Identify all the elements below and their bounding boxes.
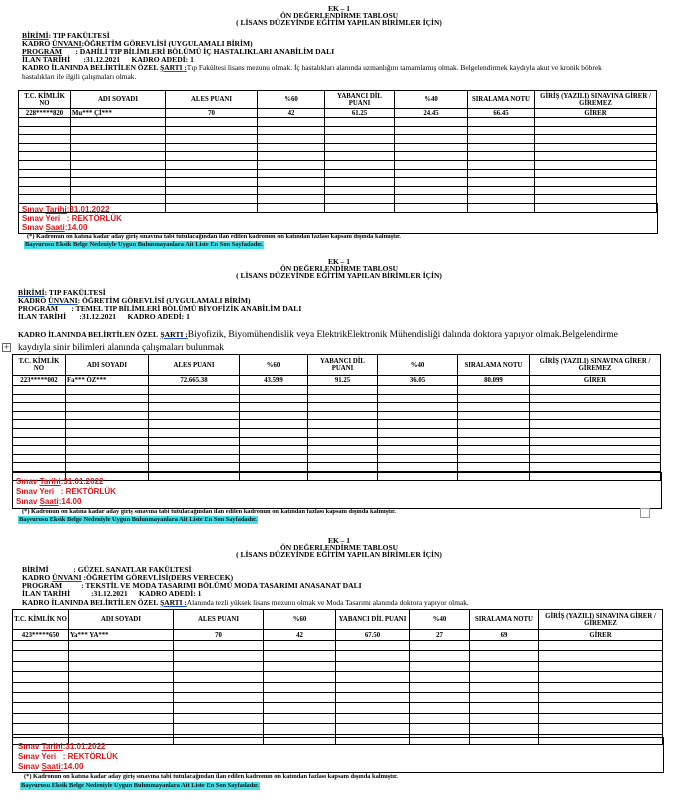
exam-time xyxy=(22,223,87,233)
cell: Ya*** YA*** xyxy=(69,630,174,641)
cell: 228*****820 xyxy=(19,109,71,118)
table-subtitle: ( LİSANS DÜZEYİNDE EĞİTİM YAPILAN BİRİMLER İÇİN) xyxy=(236,550,442,559)
empty-row xyxy=(13,672,663,682)
exam-time-value: :14.00 xyxy=(60,762,84,771)
exam-place-label: Sınav Yeri xyxy=(18,752,57,761)
col-header: T.C. KİMLİK NO xyxy=(13,355,66,376)
birimi-label: BİRİMİ xyxy=(22,565,49,574)
cell: 223*****002 xyxy=(13,376,66,386)
col-header: ALES PUANI xyxy=(174,610,264,630)
table-row xyxy=(13,630,663,641)
col-header: T.C. KİMLİK NO xyxy=(19,91,71,109)
empty-row xyxy=(13,411,661,420)
col-header: ALES PUANI xyxy=(149,355,240,376)
table-subtitle: ( LİSANS DÜZEYİNDE EĞİTİM YAPILAN BİRİMLER İÇİN) xyxy=(236,271,442,280)
program-label: PROGRAM xyxy=(22,581,63,590)
cell: 80.099 xyxy=(458,376,530,386)
table-header-row xyxy=(13,610,663,630)
cell: 72.665.38 xyxy=(149,376,240,386)
ilan-label: İLAN TARİHİ xyxy=(18,312,67,321)
ozel-sart-sarti: ŞARTI : xyxy=(160,330,188,339)
ozel-sart-sarti: ŞARTI : xyxy=(160,598,187,607)
cell: 27 xyxy=(410,630,470,641)
exam-time-label-u: Saati xyxy=(41,762,61,771)
empty-row xyxy=(19,143,657,152)
cell: 70 xyxy=(166,109,258,118)
exam-place-value: : REKTÖRLÜK xyxy=(62,752,118,761)
missing-docs-notice: Başvurusu Eksik Belge Nedeniyle Uygun Bulunmayanlara Ait Liste En Son Sayfadadır. xyxy=(21,782,259,789)
table-header-row xyxy=(13,355,661,376)
kadro-unvani: ÜNVANI xyxy=(52,573,82,582)
table-header-row xyxy=(19,91,657,109)
program-value: : TEKSTİL VE MODA TASARIMI BÖLÜMÜ MODA TASARIMI ANASANAT DALI xyxy=(81,581,362,590)
ilan-value: :31.12.2021 xyxy=(79,312,117,321)
program-label: PROGRAM xyxy=(22,47,63,56)
cell: GİRER xyxy=(539,630,663,641)
col-header: SIRALAMA NOTU xyxy=(468,91,535,109)
ozel-sart xyxy=(18,328,618,355)
table-row xyxy=(13,376,661,386)
kadro-label: KADRO xyxy=(22,39,51,48)
table-subtitle: ( LİSANS DÜZEYİNDE EĞİTİM YAPILAN BİRİMLER İÇİN) xyxy=(236,18,442,27)
exam-time-label: Sınav xyxy=(22,223,44,232)
kadro-adedi: KADRO ADEDİ: 1 xyxy=(127,312,190,321)
col-header: %40 xyxy=(395,91,468,109)
birimi-value: : TIP FAKÜLTESİ xyxy=(48,31,110,40)
exam-date-label: Sınav xyxy=(16,477,38,486)
exam-place-label: Sınav Yeri xyxy=(16,487,55,496)
col-header: YABANCI DİL PUANI xyxy=(336,610,410,630)
cell: GİRER xyxy=(535,109,657,118)
empty-row xyxy=(13,454,661,463)
exam-date-label-u: Tarihi xyxy=(41,742,63,751)
ilan-value: :31.12.2021 xyxy=(83,55,121,64)
empty-row xyxy=(13,641,663,651)
exam-place-value: : REKTÖRLÜK xyxy=(60,487,116,496)
ozel-sart xyxy=(22,63,632,81)
exam-time-label: Sınav xyxy=(18,762,40,771)
ozel-sart-text: Biyofizik, Biyomühendislik veya ElektrikElektronik Mühendisliği dalında doktora yapıyor olmak.Belgelendirme kaydıyla sinir bilimleri alanında çalışmaları bulunmak xyxy=(18,330,618,353)
col-header: %60 xyxy=(240,355,308,376)
missing-docs-notice: Başvurusu Eksik Belge Nedeniyle Uygun Bulunmayanlara Ait Liste En Son Sayfadadır. xyxy=(25,241,263,248)
kadro-unvani: ÜNVANI xyxy=(52,39,82,48)
section-3 xyxy=(0,537,678,800)
empty-row xyxy=(13,420,661,429)
col-header: T.C. KİMLİK NO xyxy=(13,610,69,630)
capacity-note: (*) Kadronun on katına kadar aday giriş sınavına tabi tutulacağından ilan edilen kadronun on katından fazlası kapsam dışında kalmıştır. xyxy=(27,233,401,240)
empty-row xyxy=(13,428,661,437)
empty-row xyxy=(19,126,657,135)
missing-docs-notice: Başvurusu Eksik Belge Nedeniyle Uygun Bulunmayanlara Ait Liste En Son Sayfadadır. xyxy=(19,516,257,523)
empty-row xyxy=(13,403,661,412)
exam-place-label: Sınav Yeri xyxy=(22,214,61,223)
exam-place-value: : REKTÖRLÜK xyxy=(66,214,122,223)
empty-row xyxy=(13,703,663,713)
col-header: ALES PUANI xyxy=(166,91,258,109)
ilan-line xyxy=(18,312,190,321)
empty-row xyxy=(13,724,663,734)
exam-date-value: :31.01.2022 xyxy=(66,205,110,214)
col-header: SIRALAMA NOTU xyxy=(458,355,530,376)
ilan-value: :31.12.2021 xyxy=(90,589,128,598)
program-value: : DAHİLİ TIP BİLİMLERİ BÖLÜMÜ İÇ HASTALIKLARI ANABİLİM DALI xyxy=(75,47,335,56)
kadro-label: KADRO xyxy=(18,296,47,305)
evaluation-table xyxy=(12,609,663,745)
empty-row xyxy=(19,152,657,161)
program-value: : TEMEL TIP BİLİMLERİ BÖLÜMÜ BİYOFİZİK ANABİLİM DALI xyxy=(71,304,302,313)
birimi-label: BİRİMİ xyxy=(22,31,49,40)
col-header: %60 xyxy=(264,610,336,630)
col-header: %40 xyxy=(410,610,470,630)
cell: 24.45 xyxy=(395,109,468,118)
exam-time-value: :14.00 xyxy=(64,223,88,232)
col-header: %60 xyxy=(258,91,325,109)
exam-date xyxy=(18,742,105,752)
exam-place xyxy=(18,752,118,762)
empty-row xyxy=(19,178,657,187)
empty-row xyxy=(13,446,661,455)
ilan-label: İLAN TARİHİ xyxy=(22,55,71,64)
ozel-sart-label: KADRO İLANINDA BELİRTİLEN ÖZEL xyxy=(22,63,159,72)
exam-date-label: Sınav xyxy=(18,742,40,751)
cell: 42 xyxy=(258,109,325,118)
kadro-adedi: KADRO ADEDİ: 1 xyxy=(131,55,194,64)
exam-date-value: :31.01.2022 xyxy=(60,477,104,486)
exam-date xyxy=(16,477,103,487)
table-title: ÖN DEĞERLENDİRME TABLOSU xyxy=(279,11,399,20)
empty-row xyxy=(13,713,663,723)
table-row xyxy=(19,109,657,118)
cell: 91.25 xyxy=(308,376,378,386)
exam-time xyxy=(18,762,83,772)
kadro-unvani: ÜNVANI xyxy=(48,296,78,305)
empty-row xyxy=(13,651,663,661)
kadro-value: :ÖĞRETİM GÖREVLİSİ (UYGULAMALI BİRİM) xyxy=(81,39,253,48)
empty-row xyxy=(19,118,657,127)
cell: 67.50 xyxy=(336,630,410,641)
cell: GİRER xyxy=(530,376,661,386)
exam-time-label: Sınav xyxy=(16,497,38,506)
ek-title: EK – 1 xyxy=(327,257,351,266)
table-title: ÖN DEĞERLENDİRME TABLOSU xyxy=(279,543,399,552)
table-title: ÖN DEĞERLENDİRME TABLOSU xyxy=(279,264,399,273)
col-header: ADI SOYADI xyxy=(69,610,174,630)
empty-row xyxy=(13,394,661,403)
birimi-label: BİRİMİ xyxy=(18,288,45,297)
ozel-sart-label: KADRO İLANINDA BELİRTİLEN ÖZEL xyxy=(18,330,159,339)
empty-row xyxy=(13,692,663,702)
evaluation-table xyxy=(12,354,661,481)
col-header: SIRALAMA NOTU xyxy=(470,610,539,630)
section-1 xyxy=(0,0,678,255)
col-header: GİRİŞ (YAZILI) SINAVINA GİRER / GİREMEZ xyxy=(539,610,663,630)
birimi-value: : TIP FAKÜLTESİ xyxy=(44,288,106,297)
cell: 36.05 xyxy=(378,376,458,386)
ozel-sart-text: Tıp Fakültesi lisans mezunu olmak. İç hastalıkları alanında uzmanlığını tamamlamış olmak. Belgelendirmek kaydıyla akut ve kronik böbrek hastalıkları ile ilgili çalışmaları olmak. xyxy=(22,63,602,81)
exam-time-label-u: Saati xyxy=(45,223,65,232)
exam-date-label-u: Tarihi xyxy=(45,205,67,214)
empty-row xyxy=(19,169,657,178)
program-label: PROGRAM xyxy=(18,304,59,313)
exam-date-value: :31.01.2022 xyxy=(62,742,106,751)
evaluation-table xyxy=(18,90,657,213)
cell: 43.599 xyxy=(240,376,308,386)
cell: 423*****650 xyxy=(13,630,69,641)
empty-row xyxy=(19,160,657,169)
capacity-note: (*) Kadronun on katına kadar aday giriş sınavına tabi tutulacağından ilan edilen kadronun on katından fazlası kapsam dışında kalmıştır. xyxy=(22,508,396,515)
birimi-value: : GÜZEL SANATLAR FAKÜLTESİ xyxy=(73,565,192,574)
capacity-note: (*) Kadronun on katına kadar aday giriş sınavına tabi tutulacağından ilan edilen kadronun on katından fazlası kapsam dışında kalmıştır. xyxy=(24,773,398,780)
empty-row xyxy=(13,463,661,472)
ilan-label: İLAN TARİHİ xyxy=(22,589,71,598)
ek-title: EK – 1 xyxy=(327,4,351,13)
kadro-label: KADRO xyxy=(22,573,51,582)
ozel-sart-label: KADRO İLANINDA BELİRTİLEN ÖZEL xyxy=(22,598,159,607)
cell: 66.45 xyxy=(468,109,535,118)
empty-row xyxy=(19,135,657,144)
ek-title: EK – 1 xyxy=(327,536,351,545)
ozel-sart-text: Alanında tezli yüksek lisans mezunu olmak ve Moda Tasarımı alanında doktora yapıyor olmak. xyxy=(186,598,469,607)
col-header: %40 xyxy=(378,355,458,376)
col-header: ADI SOYADI xyxy=(66,355,149,376)
col-header: YABANCI DİL PUANI xyxy=(308,355,378,376)
cell: 42 xyxy=(264,630,336,641)
ozel-sart-sarti: ŞARTI : xyxy=(160,63,187,72)
exam-date-label-u: Tarihi xyxy=(39,477,61,486)
col-header: ADI SOYADI xyxy=(71,91,166,109)
empty-row xyxy=(13,386,661,395)
col-header: YABANCI DİL PUANI xyxy=(325,91,395,109)
cell: Mu*** Çİ*** xyxy=(71,109,166,118)
kadro-value: : ÖĞRETİM GÖREVLİSİ (UYGULAMALI BİRİM) xyxy=(77,296,251,305)
kadro-adedi: KADRO ADEDİ: 1 xyxy=(139,589,202,598)
empty-row xyxy=(13,661,663,671)
exam-time-value: :14.00 xyxy=(58,497,82,506)
section-2 xyxy=(0,258,678,530)
exam-time-label-u: Saati xyxy=(39,497,59,506)
exam-time xyxy=(16,497,81,507)
cell: Fa*** ÖZ*** xyxy=(66,376,149,386)
exam-place xyxy=(16,487,116,497)
col-header: GİRİŞ (YAZILI) SINAVINA GİRER / GİREMEZ xyxy=(530,355,661,376)
table-move-handle-icon[interactable]: + xyxy=(3,343,10,351)
col-header: GİRİŞ (YAZILI) SINAVINA GİRER / GİREMEZ xyxy=(535,91,657,109)
cell: 61.25 xyxy=(325,109,395,118)
cell: 70 xyxy=(174,630,264,641)
ilan-line xyxy=(22,589,201,598)
cell: 69 xyxy=(470,630,539,641)
ozel-sart xyxy=(22,598,642,607)
empty-row xyxy=(19,186,657,195)
exam-date-label: Sınav xyxy=(22,205,44,214)
empty-row xyxy=(13,437,661,446)
empty-row xyxy=(13,682,663,692)
resize-handle-icon[interactable] xyxy=(640,508,650,518)
kadro-value: :ÖĞRETİM GÖREVLİSİ(DERS VERECEK) xyxy=(83,573,234,582)
